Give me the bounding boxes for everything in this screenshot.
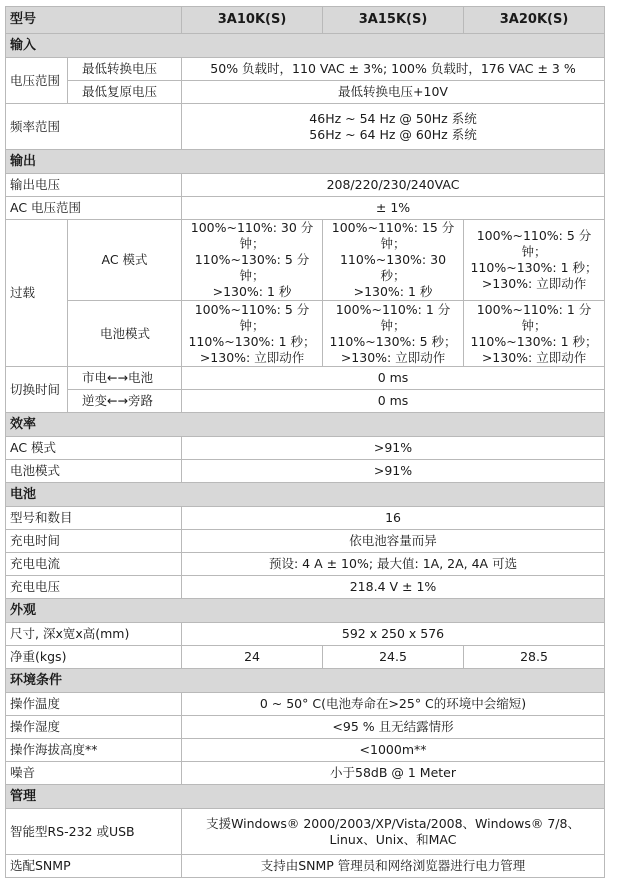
model-label: 型号 xyxy=(6,7,182,34)
snmp-value: 支持由SNMP 管理员和网络浏览器进行电力管理 xyxy=(182,855,605,878)
env-row-value: 小于58dB @ 1 Meter xyxy=(182,762,605,785)
table-row xyxy=(6,623,605,646)
table-row xyxy=(6,81,605,104)
env-row-label: 操作湿度 xyxy=(6,716,182,739)
ac-mode-value-2: 100%~110%: 15 分钟； 110%~130%: 30 秒； >130%: 1 秒 xyxy=(323,220,464,301)
table-row xyxy=(6,646,605,669)
ac-range-value: ± 1% xyxy=(182,197,605,220)
env-row-value: <95 % 且无结露情形 xyxy=(182,716,605,739)
table-row xyxy=(6,576,605,599)
transfer-row-label: 市电←→电池 xyxy=(68,367,182,390)
battery-mode-value-2: 100%~110%: 1 分钟； 110%~130%: 5 秒； >130%: 立即动作 xyxy=(323,301,464,367)
table-row xyxy=(6,367,605,390)
section-title: 效率 xyxy=(6,413,605,437)
eff-batt-label: 电池模式 xyxy=(6,460,182,483)
battery-row-value: 预设: 4 A ± 10%; 最大值: 1A, 2A, 4A 可选 xyxy=(182,553,605,576)
table-row xyxy=(6,301,605,367)
table-row xyxy=(6,197,605,220)
section-efficiency xyxy=(6,413,605,437)
env-row-value: <1000m** xyxy=(182,739,605,762)
env-row-label: 操作温度 xyxy=(6,693,182,716)
table-row xyxy=(6,739,605,762)
weight-value-2: 24.5 xyxy=(323,646,464,669)
battery-row-label: 型号和数目 xyxy=(6,507,182,530)
eff-ac-value: >91% xyxy=(182,437,605,460)
battery-row-value: 依电池容量而异 xyxy=(182,530,605,553)
section-output xyxy=(6,150,605,174)
output-voltage-label: 输出电压 xyxy=(6,174,182,197)
section-environment xyxy=(6,669,605,693)
table-row xyxy=(6,530,605,553)
battery-mode-value-3: 100%~110%: 1 分钟； 110%~130%: 1 秒； >130%: 立即动作 xyxy=(464,301,605,367)
min-recovery-value: 最低转换电压+10V xyxy=(182,81,605,104)
transfer-row-value: 0 ms xyxy=(182,390,605,413)
section-title: 电池 xyxy=(6,483,605,507)
battery-row-value: 16 xyxy=(182,507,605,530)
section-title: 输入 xyxy=(6,34,605,58)
battery-row-label: 充电电流 xyxy=(6,553,182,576)
ac-range-label: AC 电压范围 xyxy=(6,197,182,220)
min-transfer-value: 50% 负载时，110 VAC ± 3%; 100% 负载时，176 VAC ± 3 % xyxy=(182,58,605,81)
freq-line-2: 56Hz ~ 64 Hz @ 60Hz 系统 xyxy=(309,126,477,142)
overload-label: 过载 xyxy=(6,220,68,367)
battery-row-value: 218.4 V ± 1% xyxy=(182,576,605,599)
dimension-value: 592 x 250 x 576 xyxy=(182,623,605,646)
table-row xyxy=(6,855,605,878)
table-row xyxy=(6,220,605,301)
battery-row-label: 充电电压 xyxy=(6,576,182,599)
min-recovery-label: 最低复原电压 xyxy=(68,81,182,104)
transfer-row-label: 逆变←→旁路 xyxy=(68,390,182,413)
table-row xyxy=(6,809,605,855)
snmp-label: 选配SNMP xyxy=(6,855,182,878)
header-row xyxy=(6,7,605,34)
table-row xyxy=(6,716,605,739)
weight-value-3: 28.5 xyxy=(464,646,605,669)
section-management xyxy=(6,785,605,809)
table-row xyxy=(6,762,605,785)
battery-mode-label: 电池模式 xyxy=(68,301,182,367)
battery-row-label: 充电时间 xyxy=(6,530,182,553)
model-col-3: 3A20K(S) xyxy=(464,7,605,34)
table-row xyxy=(6,174,605,197)
table-row xyxy=(6,553,605,576)
model-col-1: 3A10K(S) xyxy=(182,7,323,34)
table-row xyxy=(6,437,605,460)
env-row-label: 操作海拔高度** xyxy=(6,739,182,762)
spec-table xyxy=(5,6,605,878)
voltage-range-label: 电压范围 xyxy=(6,58,68,104)
section-title: 管理 xyxy=(6,785,605,809)
model-col-2: 3A15K(S) xyxy=(323,7,464,34)
ac-mode-value-1: 100%~110%: 30 分钟； 110%~130%: 5 分钟； >130%: 1 秒 xyxy=(182,220,323,301)
ac-mode-value-3: 100%~110%: 5 分钟； 110%~130%: 1 秒； >130%: 立即动作 xyxy=(464,220,605,301)
section-title: 输出 xyxy=(6,150,605,174)
env-row-label: 噪音 xyxy=(6,762,182,785)
transfer-time-label: 切换时间 xyxy=(6,367,68,413)
eff-batt-value: >91% xyxy=(182,460,605,483)
section-input xyxy=(6,34,605,58)
rs232-line-1: 支援Windows® 2000/2003/XP/Vista/2008、Windows® 7/8、 xyxy=(206,815,580,831)
min-transfer-label: 最低转换电压 xyxy=(68,58,182,81)
freq-range-label: 频率范围 xyxy=(6,104,182,150)
section-physical xyxy=(6,599,605,623)
weight-value-1: 24 xyxy=(182,646,323,669)
output-voltage-value: 208/220/230/240VAC xyxy=(182,174,605,197)
battery-mode-value-1: 100%~110%: 5 分钟； 110%~130%: 1 秒； >130%: 立即动作 xyxy=(182,301,323,367)
table-row xyxy=(6,104,605,150)
section-battery xyxy=(6,483,605,507)
rs232-label: 智能型RS-232 或USB xyxy=(6,809,182,855)
freq-range-value xyxy=(182,104,605,150)
table-row xyxy=(6,58,605,81)
section-title: 环境条件 xyxy=(6,669,605,693)
rs232-line-2: Linux、Unix、和MAC xyxy=(329,831,457,847)
env-row-value: 0 ~ 50° C(电池寿命在>25° C的环境中会缩短) xyxy=(182,693,605,716)
freq-line-1: 46Hz ~ 54 Hz @ 50Hz 系统 xyxy=(309,110,477,126)
weight-label: 净重(kgs) xyxy=(6,646,182,669)
section-title: 外观 xyxy=(6,599,605,623)
ac-mode-label: AC 模式 xyxy=(68,220,182,301)
table-row xyxy=(6,693,605,716)
transfer-row-value: 0 ms xyxy=(182,367,605,390)
eff-ac-label: AC 模式 xyxy=(6,437,182,460)
table-row xyxy=(6,460,605,483)
table-row xyxy=(6,390,605,413)
rs232-value xyxy=(182,809,605,855)
dimension-label: 尺寸, 深x宽x高(mm) xyxy=(6,623,182,646)
table-row xyxy=(6,507,605,530)
